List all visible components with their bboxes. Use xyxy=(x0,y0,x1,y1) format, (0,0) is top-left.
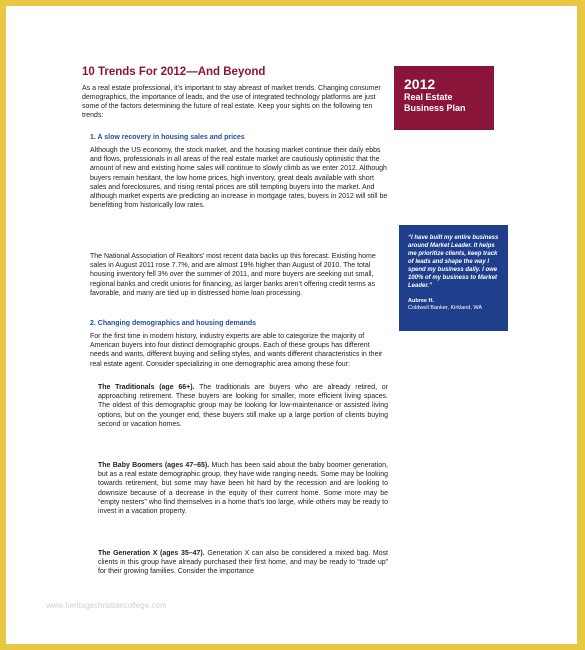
baby-boomers-paragraph xyxy=(98,461,388,516)
watermark: www.heritagechristiancollege.com xyxy=(46,601,167,610)
baby-boomers-text: Much has been said about the baby boomer generation, but as a real estate demographic group, they have wide ranging needs. Some may be looking towards retirement, but some may have been hit hard by the recession and are looking to downsize because of a decrease in the equity of their current home. Some more may be “empty nesters” who find themselves in a home that’s too large, while others may be ready to invest in a vacation property. xyxy=(98,462,388,516)
testimonial-box xyxy=(399,225,508,331)
traditionals-label: The Traditionals (age 66+). xyxy=(98,384,195,391)
testimonial-author: Aubree H. xyxy=(408,298,434,304)
generation-x-label: The Generation X (ages 35–47). xyxy=(98,550,205,557)
banner-year: 2012 xyxy=(404,76,436,92)
testimonial-quote: “I have built my entire business around Market Leader. It helps me prioritize clients, keep track of leads and shape the way I spend my business daily. I owe 100% of my business to Market Leader.” xyxy=(408,235,499,289)
section-1-heading: 1. A slow recovery in housing sales and prices xyxy=(90,134,245,141)
baby-boomers-label: The Baby Boomers (ages 47–65). xyxy=(98,462,210,469)
section-1-paragraph-2: The National Association of Realtors’ most recent data backs up this forecast. Existing home sales in August 2011 rose 7.7%, and are almost 19% higher than August of 2010. The total housing inventory fell 3% over the summer of 2011, and more buyers are seeking out small, regional banks and credit unions for financing, as larger banks aren’t offering credit terms as favorable, and many are tied up in distressed home loan processing. xyxy=(90,253,376,297)
generation-x-text: Generation X can also be considered a mixed bag. Most clients in this group have already purchased their first home, and may be ready to “trade up” for their growing families. Consider the importance xyxy=(98,550,388,576)
section-2-heading: 2. Changing demographics and housing demands xyxy=(90,320,257,327)
document-page xyxy=(6,6,577,644)
traditionals-paragraph xyxy=(98,383,388,429)
generation-x-paragraph xyxy=(98,549,388,577)
section-1-paragraph-1: Although the US economy, the stock market, and the housing market continue their daily ebbs and flows, professionals in all areas of the real estate market are cautiously optimistic that the amount of new and existing home sales will continue to slowly climb as we enter 2012. Although buyers remain hesitant, the low home prices, high inventory, great deals available with short sales and foreclosures, and rising rental prices are still tempting buyers into the market. And although market experts are predicting an increase in mortgage rates, buyers in 2012 will still be benefitting from historically low rates. xyxy=(90,147,388,210)
traditionals-text: The traditionals are buyers who are already retired, or approaching retirement. These buyers are looking for smaller, more efficient living spaces. The oldest of this demographic group may be looking for low-maintenance or assisted living options, but on the younger end, these buyers still make up a large portion of clients buying second or vacation homes. xyxy=(98,384,388,428)
section-2-paragraph-1: For the first time in modern history, industry experts are able to categorize the majority of American buyers into four distinct demographic groups. Each of these groups has different needs and wants, different buying and selling styles, and wants different characteristics in their real estate agent. Consider specializing in one demographic area among these four: xyxy=(90,333,383,368)
document-title: 10 Trends For 2012—And Beyond xyxy=(82,66,266,78)
banner-line-1: Real Estate xyxy=(404,92,453,102)
business-plan-banner xyxy=(394,66,494,130)
intro-paragraph: As a real estate professional, it’s important to stay abreast of market trends. Changing consumer demographics, the importance of leads, and the use of integrated technology platforms are just some of the factors determining the future of real estate. Keep your sights on the following ten trends: xyxy=(82,85,381,119)
testimonial-organization: Coldwell Banker, Kirkland, WA xyxy=(408,305,483,311)
banner-line-2: Business Plan xyxy=(404,103,466,113)
